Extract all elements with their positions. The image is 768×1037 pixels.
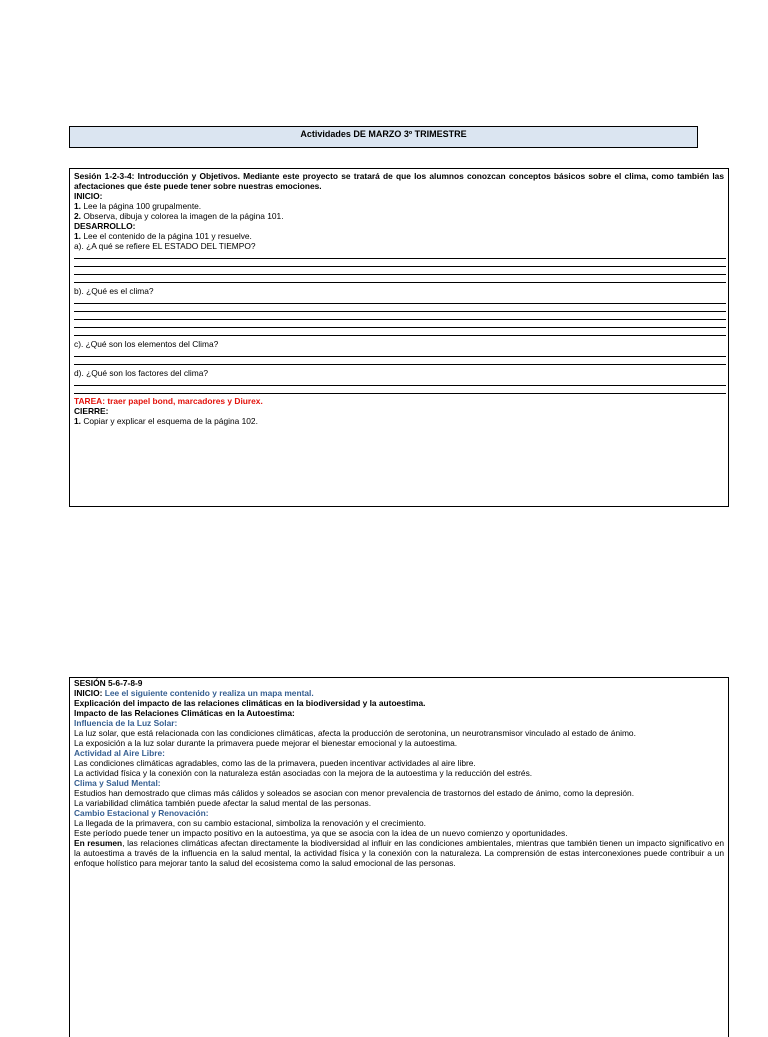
answer-line[interactable] — [74, 259, 726, 267]
question-c: c). ¿Qué son los elementos del Clima? — [74, 339, 219, 349]
session-2-inicio: INICIO: Lee el siguiente contenido y realiza un mapa mental. — [74, 688, 314, 698]
question-b: b). ¿Qué es el clima? — [74, 286, 154, 296]
desarrollo-heading: DESARROLLO: — [74, 221, 136, 231]
impacto-heading: Impacto de las Relaciones Climáticas en la Autoestima: — [74, 708, 295, 718]
answer-line[interactable] — [74, 378, 726, 386]
answer-line[interactable] — [74, 275, 726, 283]
section-paragraph: Estudios han demostrado que climas más cálidos y soleados se asocian con menor prevalencia de trastornos del estado de ánimo, como la depresión. — [74, 788, 635, 798]
answer-line[interactable] — [74, 328, 726, 336]
session-1-intro: Sesión 1-2-3-4: Introducción y Objetivos. Mediante este proyecto se tratará de que los alumnos conozcan conceptos básicos sobre el clima, como también las afectaciones que éste puede tener sobre nuestras emociones. — [74, 171, 724, 191]
session-2-heading: SESIÓN 5-6-7-8-9 — [74, 678, 143, 688]
cierre-item: 1. Copiar y explicar el esquema de la página 102. — [74, 416, 258, 426]
section-paragraph: La actividad física y la conexión con la naturaleza están asociadas con la mejora de la autoestima y la reducción del estrés. — [74, 768, 533, 778]
section-paragraph: Las condiciones climáticas agradables, como las de la primavera, pueden incentivar actividades al aire libre. — [74, 758, 476, 768]
resumen-paragraph: En resumen, las relaciones climáticas afectan directamente la biodiversidad al influir en las condiciones ambientales, mientras que también tienen un impacto significativo en la autoestima a través de la influencia en la salud mental, la actividad física y la conexión con la naturaleza. La comprensión de estas interconexiones puede contribuir a un enfoque holístico para mejorar tanto la salud del ecosistema como la salud emocional de las personas. — [74, 838, 724, 868]
answer-line[interactable] — [74, 312, 726, 320]
section-paragraph: La llegada de la primavera, con su cambio estacional, simboliza la renovación y el crecimiento. — [74, 818, 426, 828]
section-heading: Actividad al Aire Libre: — [74, 748, 165, 758]
section-heading: Influencia de la Luz Solar: — [74, 718, 178, 728]
section-paragraph: La luz solar, que está relacionada con las condiciones climáticas, afecta la producción de serotonina, un neurotransmisor vinculado al estado de ánimo. — [74, 728, 636, 738]
answer-line[interactable] — [74, 349, 726, 357]
section-paragraph: La exposición a la luz solar durante la primavera puede mejorar el bienestar emocional y la autoestima. — [74, 738, 458, 748]
answer-line[interactable] — [74, 386, 726, 394]
question-a: a). ¿A qué se refiere EL ESTADO DEL TIEMPO? — [74, 241, 256, 251]
inicio-item: 2. Observa, dibuja y colorea la imagen de la página 101. — [74, 211, 284, 221]
section-heading: Clima y Salud Mental: — [74, 778, 161, 788]
inicio-item: 1. Lee la página 100 grupalmente. — [74, 201, 202, 211]
cierre-heading: CIERRE: — [74, 406, 109, 416]
section-paragraph: Este período puede tener un impacto positivo en la autoestima, ya que se asocia con la idea de un nuevo comienzo y oportunidades. — [74, 828, 568, 838]
answer-line[interactable] — [74, 267, 726, 275]
tarea-text: TAREA: traer papel bond, marcadores y Diurex. — [74, 396, 263, 406]
page-title: Actividades DE MARZO 3º TRIMESTRE — [69, 126, 698, 148]
explicacion-heading: Explicación del impacto de las relaciones climáticas en la biodiversidad y la autoestima. — [74, 698, 426, 708]
section-paragraph: La variabilidad climática también puede afectar la salud mental de las personas. — [74, 798, 372, 808]
answer-line[interactable] — [74, 357, 726, 365]
section-heading: Cambio Estacional y Renovación: — [74, 808, 209, 818]
question-d: d). ¿Qué son los factores del clima? — [74, 368, 209, 378]
answer-line[interactable] — [74, 320, 726, 328]
answer-line[interactable] — [74, 251, 726, 259]
inicio-heading: INICIO: — [74, 191, 103, 201]
session-1-box — [69, 168, 729, 507]
session-2-box — [69, 677, 729, 1037]
desarrollo-item: 1. Lee el contenido de la página 101 y resuelve. — [74, 231, 252, 241]
answer-line[interactable] — [74, 296, 726, 304]
answer-line[interactable] — [74, 304, 726, 312]
